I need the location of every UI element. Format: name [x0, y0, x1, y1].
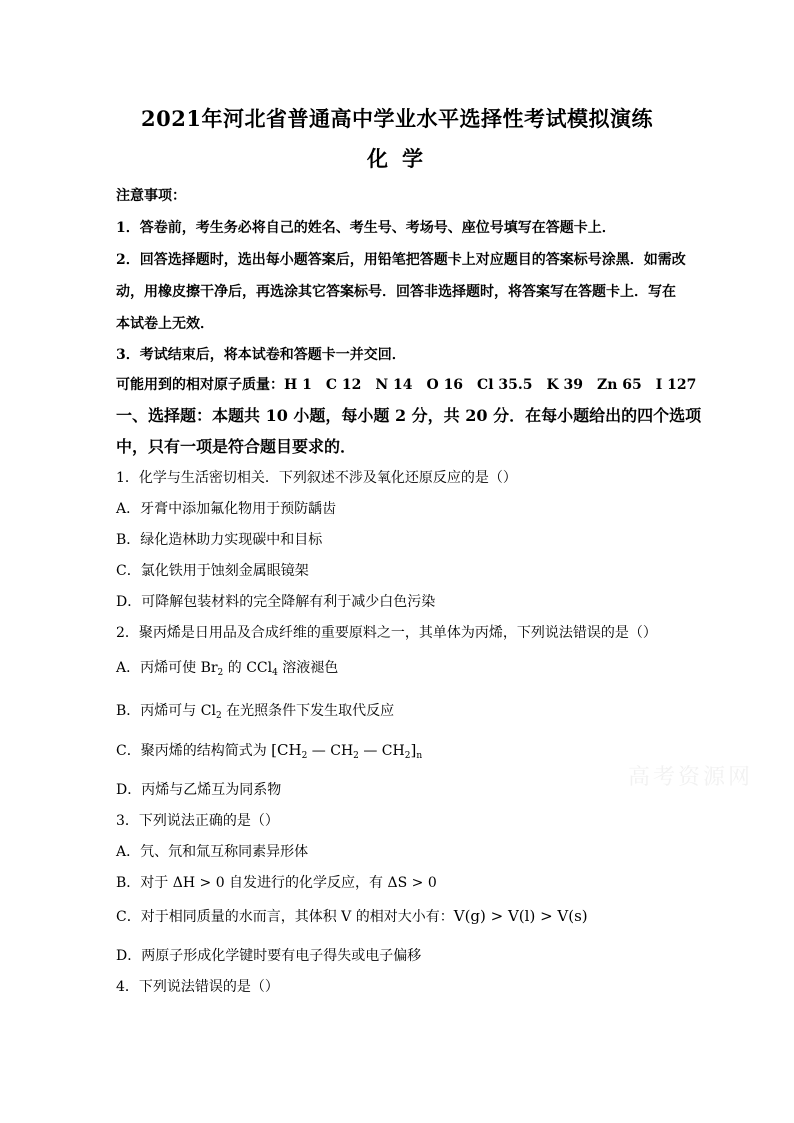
q2-b-cl-sub: 2 — [215, 711, 222, 721]
q2-b-suffix: 在光照条件下发生取代反应 — [221, 703, 395, 719]
q2-b-prefix: B．丙烯可与 — [116, 703, 201, 719]
q3-b-condition-1: ΔH > 0 — [172, 875, 225, 891]
notice-item-2-line-3: 本试卷上无效． — [116, 316, 214, 332]
q2-c-formula-start: [CH — [271, 741, 302, 759]
q3-option-a: A．氕、氘和氚互称同素异形体 — [116, 844, 309, 860]
q2-a-prefix: A．丙烯可使 — [116, 660, 201, 676]
q2-c-sub-3: 2 — [404, 751, 411, 761]
q2-c-dash-1: — CH — [307, 743, 354, 759]
q1-option-c: C．氯化铁用于蚀刻金属眼镜架 — [116, 563, 309, 579]
atomic-mass-line: 可能用到的相对原子质量：H 1 C 12 N 14 O 16 Cl 35.5 K 39 Zn 65 I 127 — [116, 377, 697, 393]
q2-c-dash-2: — CH — [358, 743, 405, 759]
notice-item-3: 3．考试结束后，将本试卷和答题卡一并交回． — [116, 347, 406, 363]
notice-heading: 注意事项： — [116, 188, 186, 204]
q2-stem: 2．聚丙烯是日用品及合成纤维的重要原料之一，其单体为丙烯，下列说法错误的是（） — [116, 625, 657, 641]
q3-stem: 3．下列说法正确的是（） — [116, 813, 279, 829]
q2-a-br: Br — [200, 660, 218, 676]
exam-subject: 化学 — [367, 146, 437, 171]
q2-option-c — [116, 740, 686, 760]
q2-a-suffix: 溶液褪色 — [277, 660, 339, 676]
q1-stem: 1．化学与生活密切相关．下列叙述不涉及氧化还原反应的是（） — [116, 470, 517, 486]
q3-b-mid: 自发进行的化学反应，有 — [224, 875, 388, 891]
section-1-heading-line-2: 中，只有一项是符合题目要求的． — [116, 437, 357, 456]
q3-c-expression: V(g) > V(l) > V(s) — [453, 907, 588, 925]
q2-c-prefix: C．聚丙烯的结构简式为 — [116, 743, 272, 759]
notice-item-1: 1．答卷前，考生务必将自己的姓名、考生号、考场号、座位号填写在答题卡上． — [116, 220, 616, 236]
q1-option-d: D．可降解包装材料的完全降解有利于减少白色污染 — [116, 594, 436, 610]
q3-option-c — [116, 906, 686, 926]
q1-option-b: B．绿化造林助力实现碳中和目标 — [116, 532, 323, 548]
q2-option-b — [116, 700, 686, 720]
q1-option-a: A．牙膏中添加氟化物用于预防龋齿 — [116, 501, 337, 517]
q3-option-d: D．两原子形成化学键时要有电子得失或电子偏移 — [116, 948, 422, 964]
exam-title: 2021年河北省普通高中学业水平选择性考试模拟演练 — [141, 106, 653, 131]
q2-c-sub-2: 2 — [353, 751, 359, 761]
q2-a-br-sub: 2 — [217, 668, 224, 678]
notice-item-2-line-2: 动，用橡皮擦干净后，再选涂其它答案标号．回答非选择题时，将答案写在答题卡上．写在 — [116, 284, 676, 300]
q2-c-sub-1: 2 — [301, 751, 308, 761]
q2-option-a — [116, 657, 686, 677]
q2-option-d: D．丙烯与乙烯互为同系物 — [116, 782, 282, 798]
q2-c-n: n — [416, 751, 423, 761]
q3-b-condition-2: ΔS > 0 — [387, 875, 437, 891]
q3-c-prefix: C．对于相同质量的水而言，其体积 V 的相对大小有： — [116, 909, 454, 925]
watermark: 高考资源网 — [628, 765, 754, 790]
notice-item-2-line-1: 2．回答选择题时，选出每小题答案后，用铅笔把答题卡上对应题目的答案标号涂黑．如需改 — [116, 252, 686, 268]
q2-a-mid: 的 — [223, 660, 247, 676]
q2-a-ccl-sub: 4 — [272, 668, 278, 678]
q2-a-ccl: CCl — [246, 660, 273, 676]
q2-b-cl: Cl — [200, 703, 216, 719]
q4-stem: 4．下列说法错误的是（） — [116, 979, 279, 995]
q3-option-b — [116, 872, 686, 892]
section-1-heading-line-1: 一、选择题：本题共 10 小题，每小题 2 分，共 20 分．在每小题给出的四个选项 — [116, 406, 702, 425]
q2-c-formula-end: ] — [410, 741, 417, 759]
q3-b-prefix: B．对于 — [116, 875, 173, 891]
